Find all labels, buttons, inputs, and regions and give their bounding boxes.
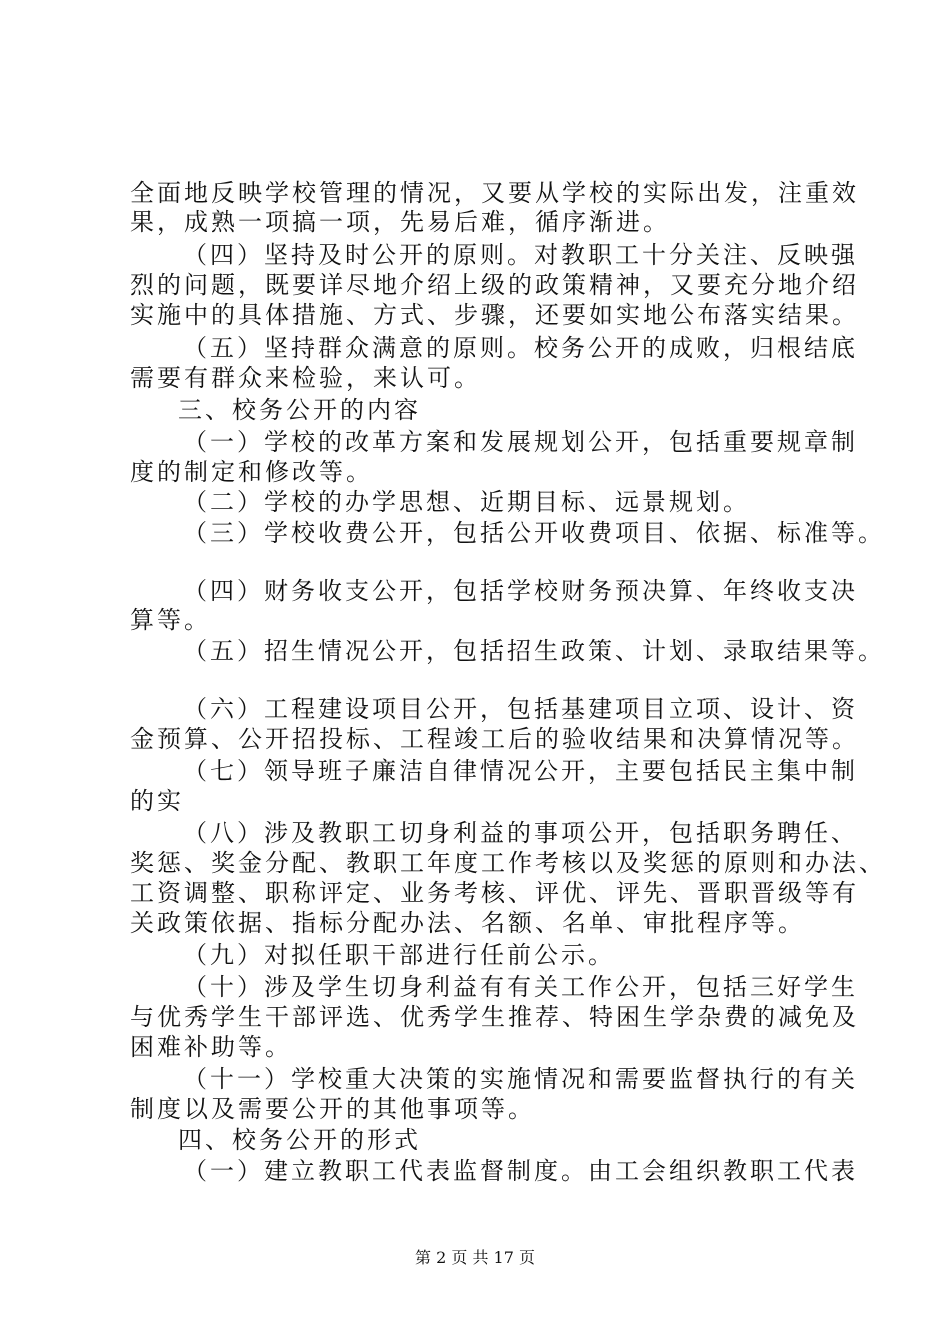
text-line: 烈的问题，既要详尽地介绍上级的政策精神，又要充分地介绍 xyxy=(130,271,859,299)
section-heading: 三、校务公开的内容 xyxy=(178,396,421,424)
text-line: 困难补助等。 xyxy=(130,1033,292,1061)
text-line: （四）财务收支公开，包括学校财务预决算、年终收支决 xyxy=(183,577,858,605)
text-line: 实施中的具体措施、方式、步骤，还要如实地公布落实结果。 xyxy=(130,301,859,329)
text-line: 果，成熟一项搞一项，先易后难，循序渐进。 xyxy=(130,208,670,236)
text-line: 度的制定和修改等。 xyxy=(130,458,373,486)
text-line: 关政策依据、指标分配办法、名额、名单、审批程序等。 xyxy=(130,909,805,937)
text-line: 与优秀学生干部评选、优秀学生推荐、特困生学杂费的减免及 xyxy=(130,1003,859,1031)
text-line: （四）坚持及时公开的原则。对教职工十分关注、反映强 xyxy=(183,241,858,269)
text-line: （七）领导班子廉洁自律情况公开，主要包括民主集中制 xyxy=(183,757,858,785)
text-line: （五）坚持群众满意的原则。校务公开的成败，归根结底 xyxy=(183,334,858,362)
text-line: （六）工程建设项目公开，包括基建项目立项、设计、资 xyxy=(183,695,858,723)
text-line: 需要有群众来检验，来认可。 xyxy=(130,364,481,392)
text-line: 算等。 xyxy=(130,606,211,634)
text-line: 金预算、公开招投标、工程竣工后的验收结果和决算情况等。 xyxy=(130,725,859,753)
section-heading: 四、校务公开的形式 xyxy=(178,1126,421,1154)
text-line: （二）学校的办学思想、近期目标、远景规划。 xyxy=(183,488,750,516)
text-line: （十一）学校重大决策的实施情况和需要监督执行的有关 xyxy=(183,1065,858,1093)
text-line: 奖惩、奖金分配、教职工年度工作考核以及奖惩的原则和办法、 xyxy=(130,849,886,877)
text-line: 工资调整、职称评定、业务考核、评优、评先、晋职晋级等有 xyxy=(130,879,859,907)
text-line: （一）建立教职工代表监督制度。由工会组织教职工代表 xyxy=(183,1157,858,1185)
page-number-footer: 第 2 页 共 17 页 xyxy=(415,1248,535,1267)
text-line: 的实 xyxy=(130,787,184,815)
text-line: （九）对拟任职干部进行任前公示。 xyxy=(183,941,615,969)
text-line: 全面地反映学校管理的情况，又要从学校的实际出发，注重效 xyxy=(130,179,859,207)
text-line: （五）招生情况公开，包括招生政策、计划、录取结果等。 xyxy=(183,637,885,665)
text-line: （一）学校的改革方案和发展规划公开，包括重要规章制 xyxy=(183,428,858,456)
text-line: （十）涉及学生切身利益有有关工作公开，包括三好学生 xyxy=(183,973,858,1001)
text-line: （八）涉及教职工切身利益的事项公开，包括职务聘任、 xyxy=(183,819,858,847)
text-line: （三）学校收费公开，包括公开收费项目、依据、标准等。 xyxy=(183,519,885,547)
text-line: 制度以及需要公开的其他事项等。 xyxy=(130,1095,535,1123)
